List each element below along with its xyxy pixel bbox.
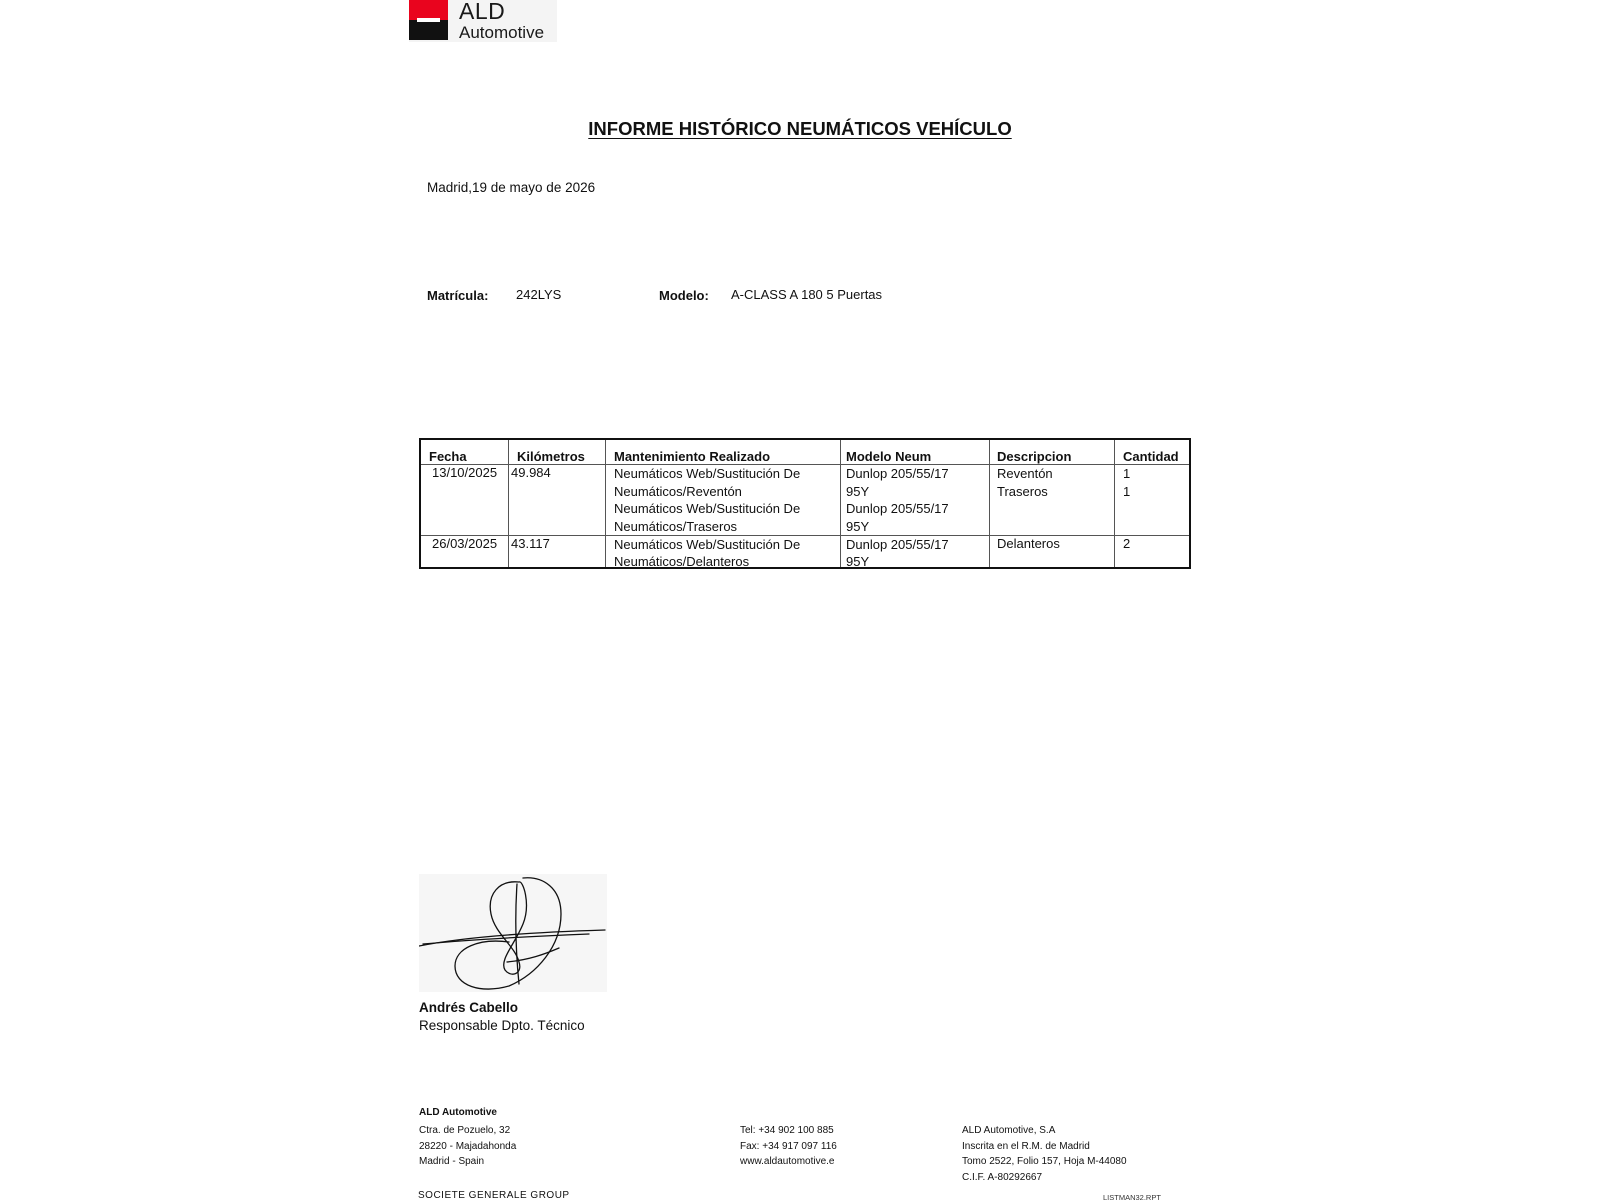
row2-desc: Delanteros xyxy=(997,536,1060,551)
header-kilometros: Kilómetros xyxy=(517,449,585,464)
signer-role: Responsable Dpto. Técnico xyxy=(419,1018,585,1033)
footer-group: SOCIETE GENERALE GROUP xyxy=(418,1190,570,1201)
logo-mark-icon xyxy=(409,0,448,40)
model-value: A-CLASS A 180 5 Puertas xyxy=(731,287,883,302)
footer-fax: Fax: +34 917 097 116 xyxy=(740,1140,837,1152)
header-descripcion: Descripcion xyxy=(997,449,1072,464)
signer-name: Andrés Cabello xyxy=(419,1000,519,1015)
company-logo xyxy=(409,0,557,42)
tire-history-table xyxy=(419,438,1191,569)
footer-address xyxy=(419,1123,516,1170)
row2-mant-line1: Neumáticos Web/Sustitución De xyxy=(614,537,801,552)
plate-value: 242LYS xyxy=(516,287,562,302)
header-modelo-neum: Modelo Neum xyxy=(846,449,932,464)
row2-modelo-line2: 95Y xyxy=(846,554,870,569)
row1-modelo-line2: 95Y xyxy=(846,484,870,499)
row2-km: 43.117 xyxy=(511,536,550,551)
model-label: Modelo: xyxy=(659,288,709,303)
row1-km: 49.984 xyxy=(511,465,551,480)
row1-modelo-line3: Dunlop 205/55/17 xyxy=(846,501,949,516)
footer-legal-line3: Tomo 2522, Folio 157, Hoja M-44080 xyxy=(962,1156,1127,1167)
row1-mant-line4: Neumáticos/Traseros xyxy=(614,519,738,534)
row1-fecha: 13/10/2025 xyxy=(432,465,498,480)
header-mantenimiento: Mantenimiento Realizado xyxy=(614,449,771,464)
row2-cant: 2 xyxy=(1123,536,1131,551)
row1-modelo-line1: Dunlop 205/55/17 xyxy=(846,466,949,481)
footer-legal-line4: C.I.F. A-80292667 xyxy=(962,1171,1043,1183)
footer-company: ALD Automotive xyxy=(419,1107,497,1118)
place-date: Madrid,19 de mayo de 2026 xyxy=(427,180,596,195)
row1-modelo-line4: 95Y xyxy=(846,519,870,534)
row2-modelo-line1: Dunlop 205/55/17 xyxy=(846,537,949,552)
plate-label: Matrícula: xyxy=(427,288,489,303)
footer-address-line2: 28220 - Majadahonda xyxy=(419,1140,517,1152)
footer-legal xyxy=(962,1123,1127,1185)
row1-mant-line2: Neumáticos/Reventón xyxy=(614,484,742,499)
footer-address-line3: Madrid - Spain xyxy=(419,1156,485,1167)
row1-desc-line2: Traseros xyxy=(997,484,1048,499)
row1-mant-line3: Neumáticos Web/Sustitución De xyxy=(614,501,801,516)
row1-desc-line1: Reventón xyxy=(997,466,1053,481)
footer-legal-line1: ALD Automotive, S.A xyxy=(962,1125,1056,1136)
row2-mant-line2: Neumáticos/Delanteros xyxy=(614,554,750,569)
signature-scribble-icon xyxy=(419,874,607,992)
footer-report-code: LISTMAN32.RPT xyxy=(1103,1193,1161,1202)
row1-cant-line2: 1 xyxy=(1123,484,1131,499)
signature-image xyxy=(419,874,607,992)
footer-address-line1: Ctra. de Pozuelo, 32 xyxy=(419,1125,511,1136)
page-title: INFORME HISTÓRICO NEUMÁTICOS VEHÍCULO xyxy=(588,118,1012,139)
logo-text-line1: ALD xyxy=(459,0,506,24)
header-fecha: Fecha xyxy=(429,449,467,464)
row1-mant-line1: Neumáticos Web/Sustitución De xyxy=(614,466,801,481)
footer-tel: Tel: +34 902 100 885 xyxy=(740,1125,834,1136)
row2-fecha: 26/03/2025 xyxy=(432,536,498,551)
header-cantidad: Cantidad xyxy=(1123,449,1179,464)
footer-website: www.aldautomotive.e xyxy=(740,1156,835,1167)
logo-text-line2: Automotive xyxy=(459,23,545,42)
footer-contact xyxy=(740,1123,837,1170)
footer-legal-line2: Inscrita en el R.M. de Madrid xyxy=(962,1140,1090,1152)
row1-cant-line1: 1 xyxy=(1123,466,1131,481)
